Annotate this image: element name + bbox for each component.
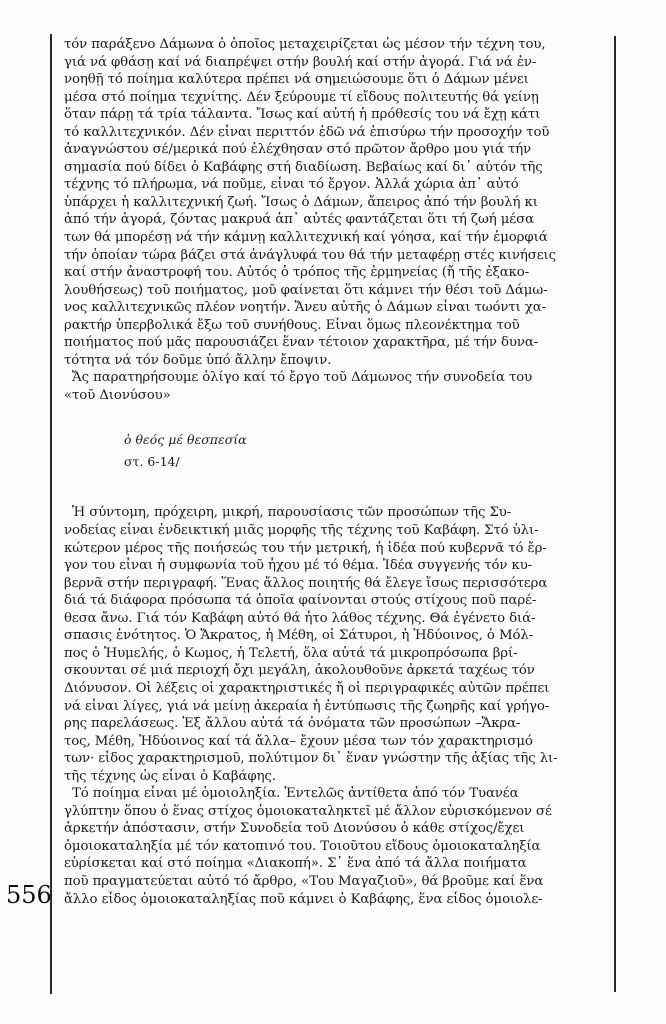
text-line: κώτερον μέρος τῆς ποιήσεώς του τήν μετρική, ἡ ἰδέα πού κυβερνᾶ τό ἔρ- (64, 540, 547, 556)
text-line: τότητα νά τόν δοῦμε ὑπό ἄλλην ἔποψιν. (64, 352, 332, 368)
text-line: των· εἶδος χαρακτηρισμοῦ, πολύτιμον δι᾽ ἕναν γνώστην τῆς ἀξίας τῆς λι- (64, 751, 558, 767)
page-number: 556 (6, 881, 52, 909)
right-margin-rule (614, 36, 616, 992)
text-block-1 (64, 36, 608, 404)
text-line: τέχνης τό πλήρωμα, νά ποῦμε, εἶναι τό ἔργον. Ἀλλά χώρια ἀπ᾽ αὐτό (64, 177, 519, 193)
text-line: Διόνυσον. Οἱ λέξεις οἱ χαρακτηριστικές ἤ οἱ περιγραφικές αὐτῶν πρέπει (64, 680, 550, 696)
text-line: πος ὁ Ἡυμελής, ὁ Κωμος, ἡ Τελετή, ὅλα αὐτά τά μικροπρόσωπα βρί- (64, 645, 518, 661)
verse-quote-line: ὁ θεός μέ θεσπεσία (124, 432, 247, 448)
left-margin-rule (50, 34, 52, 994)
text-line: ὅταν πάρῃ τά τρία τάλαντα. Ἴσως καί αὐτή ἡ πρόθεσίς του νά ἔχῃ κάτι (64, 107, 541, 123)
text-line: γον του εἶναι ἡ συμφωνία τοῦ ἦχου μέ τό θέμα. Ἰδέα συγγενής τόν κυ- (64, 558, 533, 574)
text-line: «τοῦ Διονύσου» (64, 387, 171, 403)
text-line: ἄλλο εἶδος ὁμοιοκαταληξίας ποῦ κάμνει ὁ Καβάφης, ἕνα εἶδος ὁμοιολε- (64, 891, 543, 907)
text-line: θεσα ἄνω. Γιά τόν Καβάφη αὐτό θά ἦτο λάθος τέχνης. Θά ἐγένετο διά- (64, 610, 536, 626)
text-line: λουθήσεως) τοῦ ποιήματος, μοῦ φαίνεται ὅτι κάμνει τήν θέσι τοῦ Δάμω- (64, 282, 548, 298)
text-line: σημασία πού δίδει ὁ Καβάφης στή διαδίωση. Βεβαίως καί δι᾽ αὐτόν τῆς (64, 159, 543, 175)
text-line: Ἡ σύντομη, πρόχειρη, μικρή, παρουσίασις τῶν προσώπων τῆς Συ- (72, 505, 512, 521)
text-line: ποιήματος πού μᾶς παρουσιάζει ἕναν τέτοιον χαρακτῆρα, μέ τήν δυνα- (64, 335, 539, 351)
main-text-column (64, 36, 608, 908)
text-line: γιά νά φθάσῃ καί νά διαπρέψει στήν βουλή καί στήν ἀγορά. Γιά νά ἐν- (64, 54, 537, 70)
text-line: νά εἶναι λίγες, γιά νά μείνῃ ἀκεραία ἡ ἐντύπωσις τῆς ζωηρῆς καί γρήγο- (64, 698, 550, 714)
text-line: βερνᾶ στήν περιγραφή. Ἕνας ἄλλος ποιητής θά ἔλεγε ἴσως περισσότερα (64, 575, 548, 591)
text-line: ἀναγνώστου σέ/μερικά πού ἐλέχθησαν στό πρῶτον ἄρθρο μου γιά τήν (64, 142, 532, 158)
text-block-2 (64, 504, 608, 908)
text-line: ποῦ πραγματεύεται αὐτό τό ἄρθρο, «Του Μαγαζιοῦ», θά βροῦμε καί ἕνα (64, 873, 544, 889)
verse-quote (64, 404, 608, 504)
text-line: ρακτήρ ὑπερβολικά ἔξω τοῦ συνήθους. Εἶναι ὅμως πλεονέκτημα τοῦ (64, 317, 520, 333)
text-line: ἀπό τήν ἀγορά, ζόντας μακρυά ἀπ᾽ αὐτές φαντάζεται ὅτι τή ζωή μέσα (64, 212, 534, 228)
text-line: τος, Μέθη, Ἡδύοινος καί τά ἄλλα– ἔχουν μέσα των τόν χαρακτηρισμό (64, 733, 533, 749)
text-line: καί στήν ἀναστροφή του. Αὐτός ὁ τρόπος τῆς ἑρμηνείας (ἤ τῆς ἐξακο- (64, 265, 530, 281)
text-line: ρης παρελάσεως. Ἐξ ἄλλου αὐτά τά ὀνόματα τῶν προσώπων –Ἄκρα- (64, 716, 521, 732)
text-line: τό καλλιτεχνικόν. Δέν εἶναι περιττόν ἐδῶ νά ἐπισύρω τήν προσοχήν τοῦ (64, 124, 550, 140)
text-line: νος καλλιτεχνικῶς πλέον νοητήν. Ἄνευ αὐτῆς ὁ Δάμων εἶναι τωόντι χα- (64, 300, 547, 316)
text-line: των θά μπορέσῃ νά τήν κάμνῃ καλλιτεχνική καί γόησα, καί τήν ἐμορφιά (64, 230, 548, 246)
text-line: τῆς τέχνης ὡς εἶναι ὁ Καβάφης. (64, 768, 276, 784)
text-line: σκουνται σέ μιά περιοχή ὄχι μεγάλη, ἀκολουθοῦνε ἀρκετά ταχέως τόν (64, 663, 535, 679)
text-line: ἀρκετήν ἀπόστασιν, στήν Συνοδεία τοῦ Διονύσου ὁ κάθε στίχος/ἔχει (64, 821, 525, 837)
text-line: μέσα στό ποίημα τεχνίτης. Δέν ξεύρουμε τί εἴδους πολιτευτής θά γείνῃ (64, 89, 539, 105)
text-line: ὑπάρχει ἡ καλλιτεχνική ζωή. Ἴσως ὁ Δάμων, ἄπειρος ἀπό τήν βουλή κι (64, 194, 538, 210)
text-line: διά τά διάφορα πρόσωπα τά ὁποῖα φαίνονται στούς στίχους ποῦ παρέ- (64, 593, 537, 609)
text-line: τήν ὁποίαν τώρα βάζει στά ἀνάγλυφά του θά τήν μεταφέρῃ στές κινήσεις (64, 247, 556, 263)
text-line: γλύπτην ὅπου ὁ ἕνας στίχος ὁμοιοκαταληκτεῖ μέ ἄλλον εὑρισκόμενον σέ (64, 803, 552, 819)
text-line: Τό ποίημα εἶναι μέ ὁμοιοληξία. Ἐντελῶς ἀντίθετα ἀπό τόν Τυανέα (72, 786, 519, 802)
text-line: εὑρίσκεται καί στό ποίημα «Διακοπή». Σ᾽ ἕνα ἀπό τά ἄλλα ποιήματα (64, 856, 527, 872)
text-line: νοηθῇ τό ποίημα καλύτερα πρέπει νά σημειώσουμε ὅτι ὁ Δάμων μένει (64, 72, 529, 88)
text-line: ὁμοιοκαταληξία μέ τόν κατοπινό του. Τοιοῦτου εἴδους ὁμοιοκαταληξία (64, 838, 541, 854)
verse-reference: στ. 6-14/ (124, 454, 180, 470)
text-line: τόν παράξενο Δάμωνα ὁ ὁποῖος μεταχειρίζεται ὡς μέσον τήν τέχνη του, (64, 37, 546, 52)
text-line: νοδείας εἶναι ἐνδεικτική μιᾶς μορφῆς τῆς τέχνης τοῦ Καβάφη. Στό ὑλι- (64, 523, 539, 539)
text-line: Ἄς παρατηρήσουμε ὀλίγο καί τό ἔργο τοῦ Δάμωνος τήν συνοδεία του (72, 370, 533, 386)
text-line: σπασις ἑνότητος. Ὁ Ἄκρατος, ἡ Μέθη, οἱ Σάτυροι, ἡ Ἡδύοινος, ὁ Μόλ- (64, 628, 534, 644)
